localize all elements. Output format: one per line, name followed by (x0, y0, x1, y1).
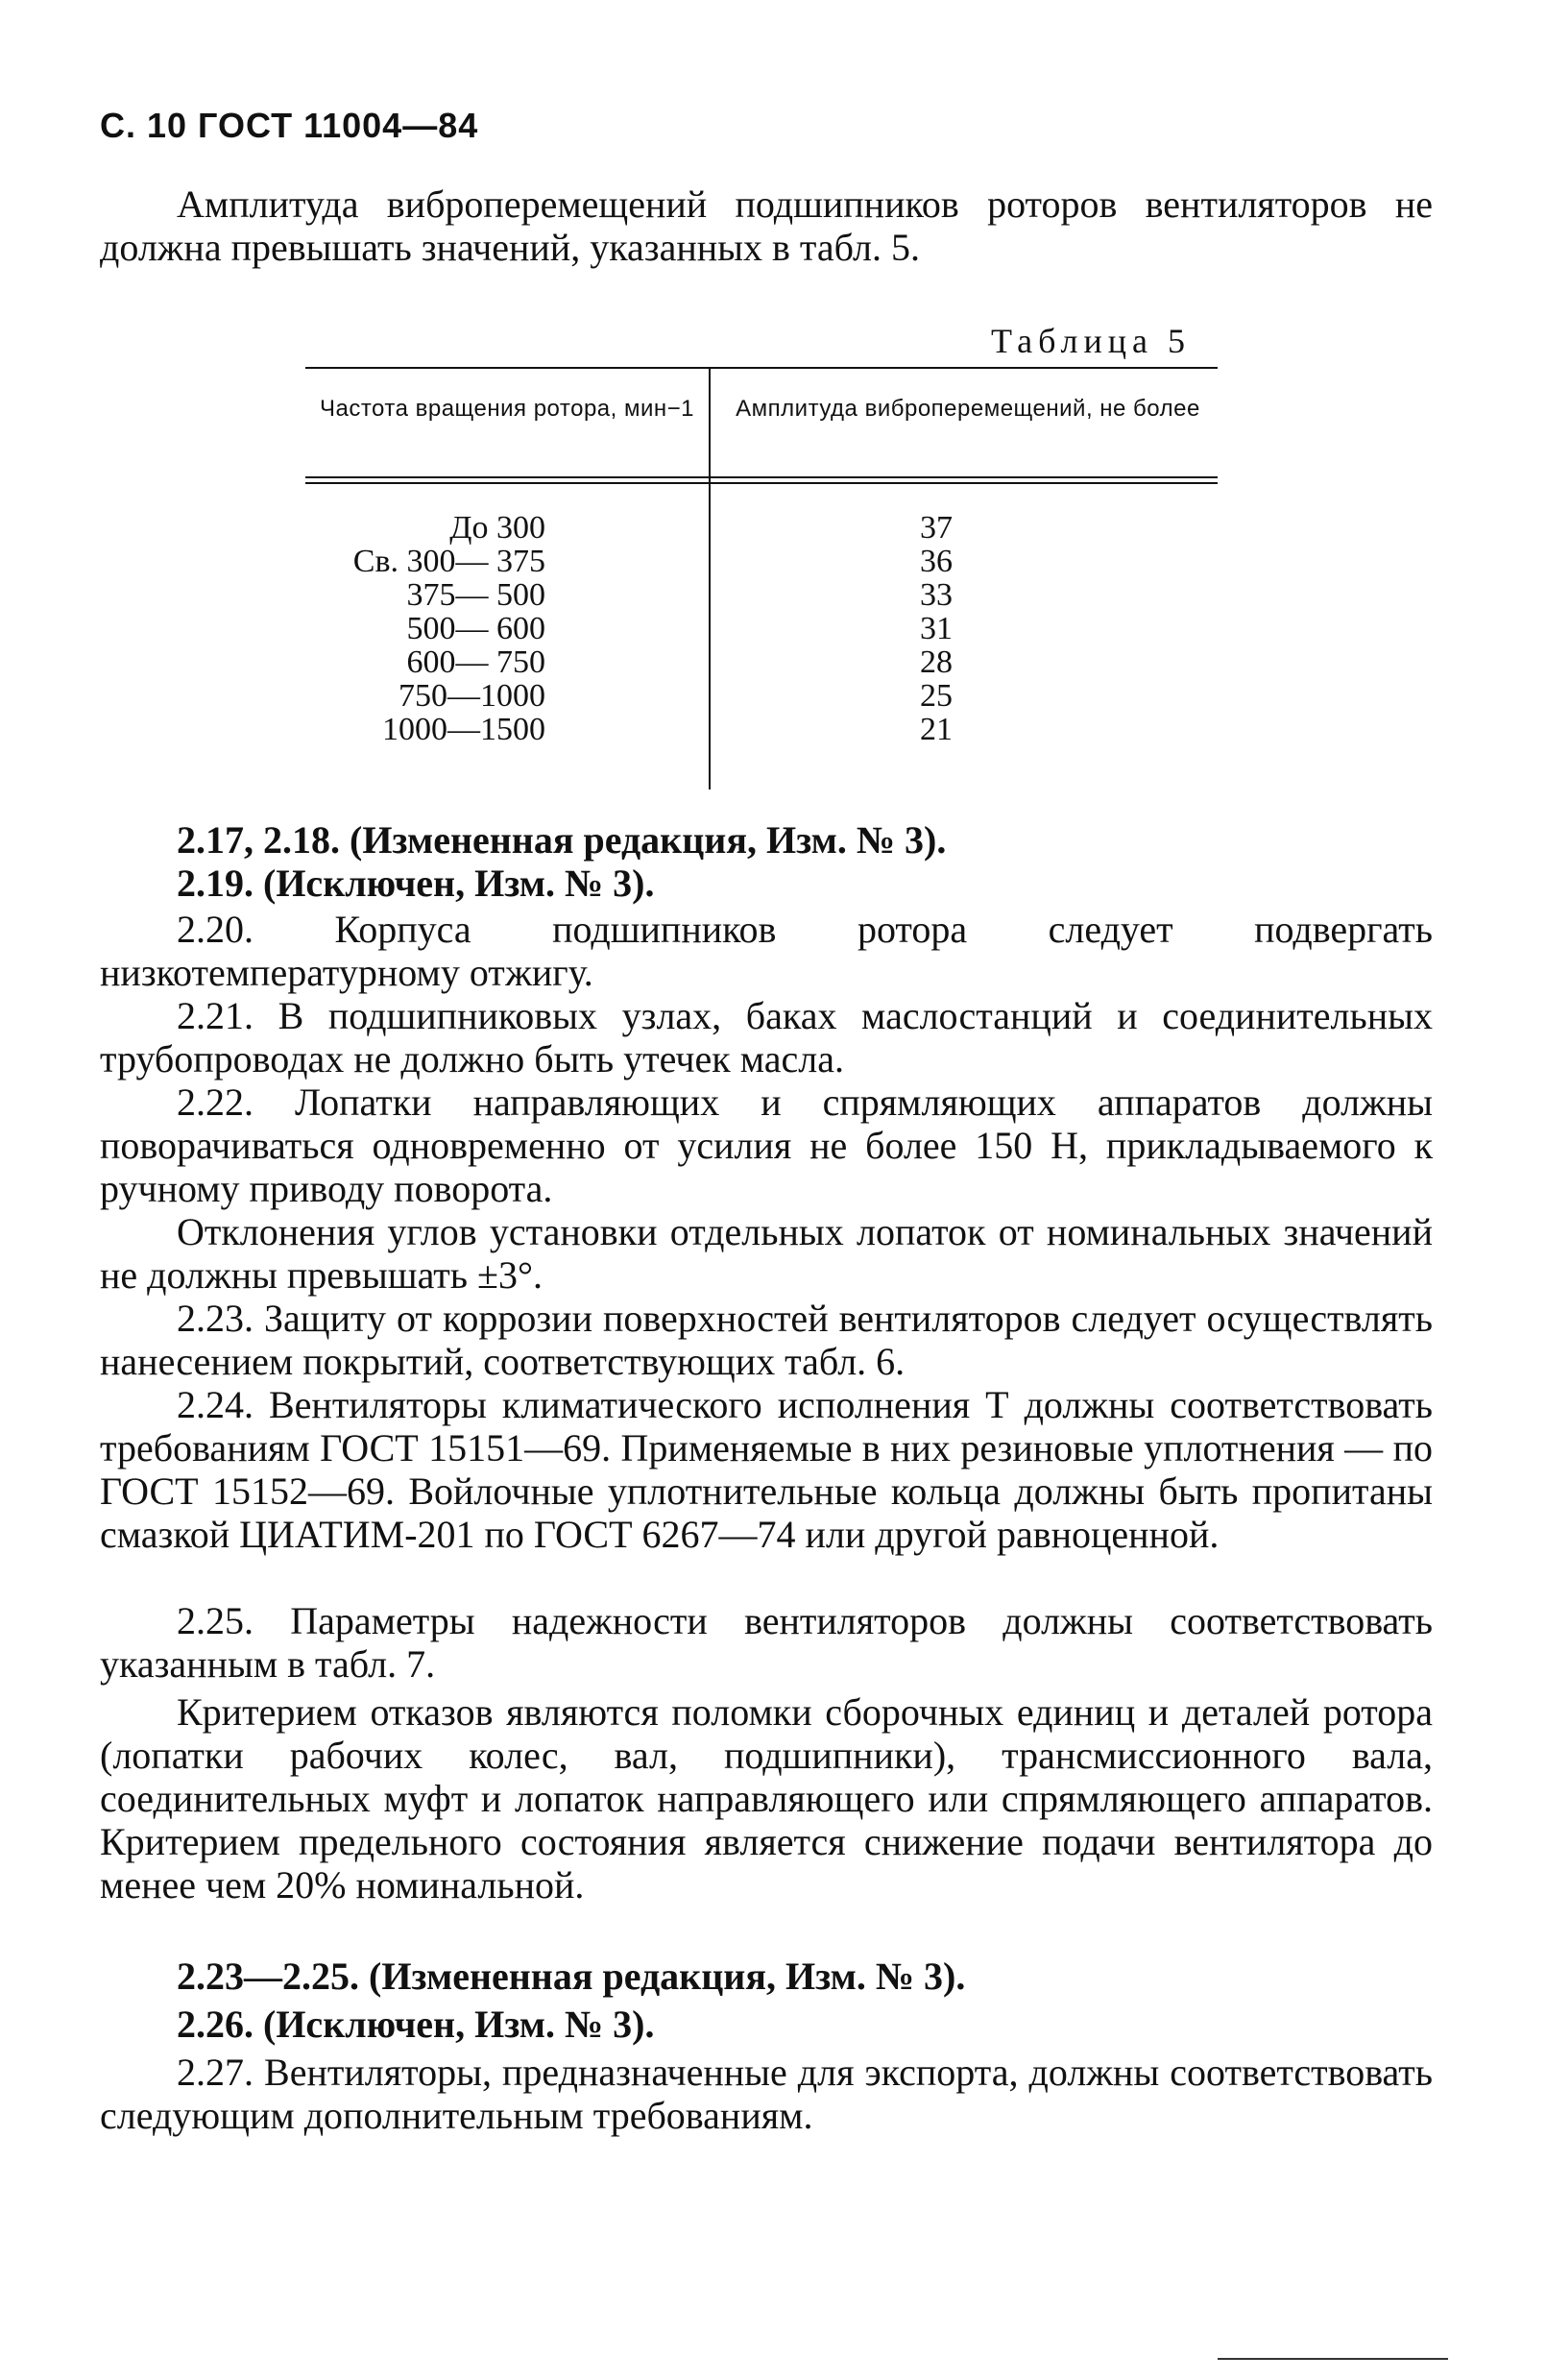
table-cell-frequency: 375— 500 (406, 577, 545, 613)
table-cell-frequency: 1000—1500 (382, 712, 545, 747)
clause-2-26: 2.26. (Исключен, Изм. № 3). (177, 2003, 655, 2046)
clause-2-17-2-18: 2.17, 2.18. (Измененная редакция, Изм. № 3). (177, 818, 947, 862)
table-cell-amplitude: 33 (920, 577, 953, 613)
clause-2-22: 2.22. Лопатки направляющих и спрямляющих аппаратов должны поворачиваться одновременно от усилия не более 150 Н, прикладываемого к ручному приводу поворота. (100, 1081, 1433, 1210)
page-header: С. 10 ГОСТ 11004—84 (100, 106, 479, 145)
table-cell-amplitude: 25 (920, 678, 953, 714)
table-cell-frequency: Св. 300— 375 (352, 544, 545, 579)
clause-2-25: 2.25. Параметры надежности вентиляторов должны соответствовать указанным в табл. 7. (100, 1599, 1433, 1686)
clause-2-23-2-25: 2.23—2.25. (Измененная редакция, Изм. № 3). (177, 1955, 966, 1998)
table-cell-frequency: 600— 750 (406, 644, 545, 680)
table-header-rule-2 (305, 482, 1218, 484)
column-header-amplitude: Амплитуда виброперемещений, не более (736, 396, 1200, 422)
table-column-divider (709, 367, 711, 789)
table-cell-amplitude: 28 (920, 644, 953, 680)
clause-2-22-deviation: Отклонения углов установки отдельных лопаток от номинальных значений не должны превышать ±3°. (100, 1210, 1433, 1297)
clause-2-25-criteria: Критерием отказов являются поломки сборочных единиц и деталей ротора (лопатки рабочих колес, вал, подшипники), трансмиссионного вала, соединительных муфт и лопаток направляющего или спрямляющего аппаратов. Критерием предельного состояния является снижение подачи вентилятора до менее чем 20% номинальной. (100, 1690, 1433, 1906)
table-cell-frequency: 750—1000 (399, 678, 545, 714)
table-cell-amplitude: 37 (920, 510, 953, 546)
column-header-frequency: Частота вращения ротора, мин−1 (319, 396, 694, 422)
clause-2-27: 2.27. Вентиляторы, предназначенные для экспорта, должны соответствовать следующим дополнительным требованиям. (100, 2051, 1433, 2137)
clause-2-19: 2.19. (Исключен, Изм. № 3). (177, 862, 655, 905)
table-top-rule (305, 367, 1218, 369)
table-cell-frequency: 500— 600 (406, 611, 545, 646)
clause-2-24: 2.24. Вентиляторы климатического исполнения Т должны соответствовать требованиям ГОСТ 15151—69. Применяемые в них резиновые уплотнения — по ГОСТ 15152—69. Войлочные уплотнительные кольца должны быть пропитаны смазкой ЦИАТИМ-201 по ГОСТ 6267—74 или другой равноценной. (100, 1383, 1433, 1556)
table-cell-amplitude: 31 (920, 611, 953, 646)
clause-2-21: 2.21. В подшипниковых узлах, баках маслостанций и соединительных трубопроводах не должно быть утечек масла. (100, 994, 1433, 1081)
footer-rule (1218, 2358, 1448, 2360)
clause-2-23: 2.23. Защиту от коррозии поверхностей вентиляторов следует осуществлять нанесением покрытий, соответствующих табл. 6. (100, 1297, 1433, 1383)
table-cell-amplitude: 21 (920, 712, 953, 747)
clause-2-20: 2.20. Корпуса подшипников ротора следует подвергать низкотемпературному отжигу. (100, 908, 1433, 994)
table-5 (305, 367, 1218, 789)
frequency-column (305, 511, 545, 746)
table-cell-frequency: До 300 (449, 510, 545, 546)
table-caption: Таблица 5 (991, 322, 1191, 360)
amplitude-column (920, 511, 1035, 746)
table-cell-amplitude: 36 (920, 544, 953, 579)
table-header-rule-1 (305, 476, 1218, 478)
intro-paragraph: Амплитуда виброперемещений подшипников роторов вентиляторов не должна превышать значений, указанных в табл. 5. (100, 182, 1433, 269)
